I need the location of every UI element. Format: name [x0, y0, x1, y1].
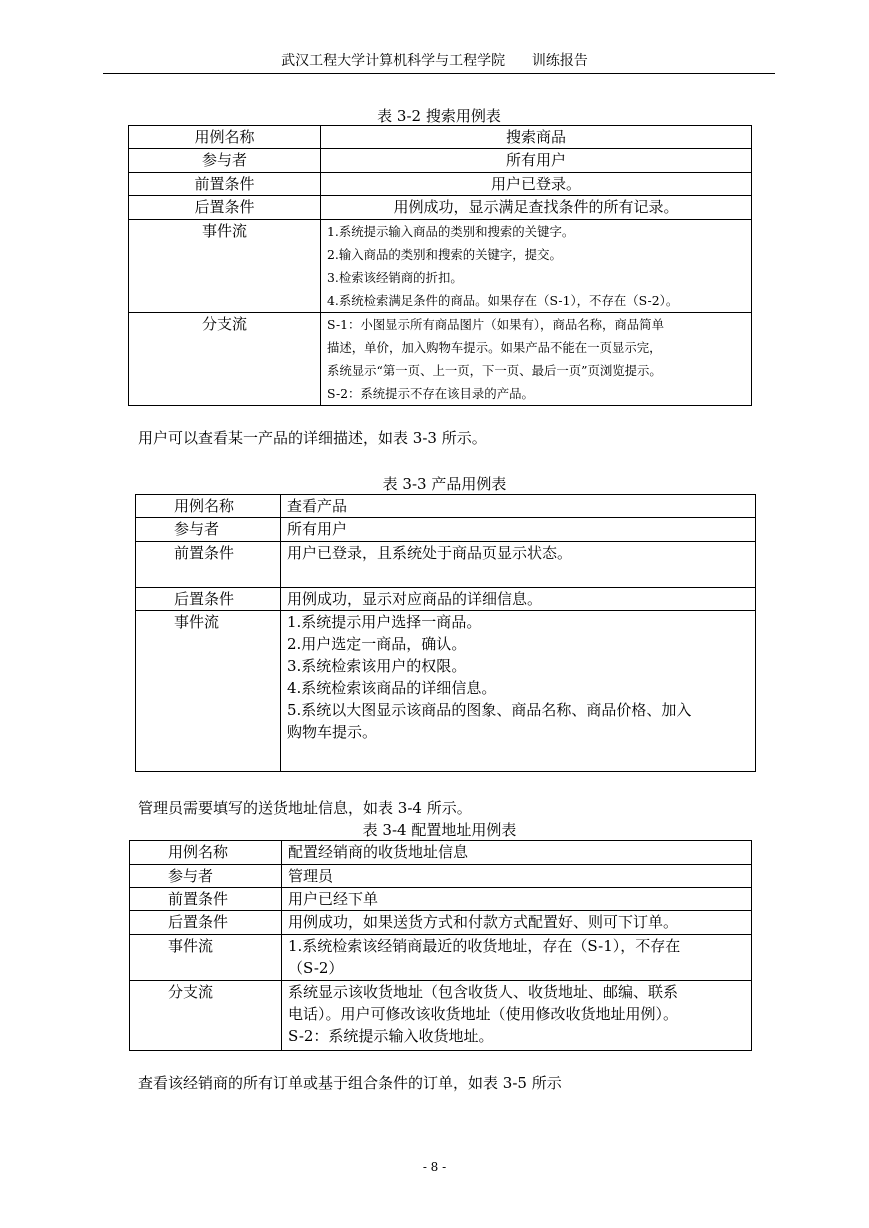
row-label: 后置条件	[129, 196, 321, 220]
row-value: 用例成功，显示满足查找条件的所有记录。	[321, 196, 752, 220]
row-label: 分支流	[130, 981, 282, 1051]
row-value: 管理员	[282, 865, 752, 888]
paragraph: 管理员需要填写的送货地址信息，如表 3-4 所示。	[138, 799, 472, 817]
table-row	[130, 865, 752, 888]
row-label: 事件流	[130, 935, 282, 981]
event-step: 2.输入商品的类别和搜索的关键字，提交。	[327, 247, 562, 262]
branch-line: 描述，单价，加入购物车提示。如果产品不能在一页显示完，	[327, 340, 662, 355]
table-row	[136, 495, 756, 518]
table-3-4-address-use-case	[129, 840, 752, 1051]
row-label: 后置条件	[130, 911, 282, 935]
table-row	[129, 149, 752, 173]
row-label: 后置条件	[136, 588, 281, 611]
event-step: 3.系统检索该用户的权限。	[287, 657, 467, 675]
branch-line: S-2：系统提示输入收货地址。	[288, 1027, 494, 1045]
header-rule	[103, 73, 775, 74]
branch-line: 系统显示“第一页、上一页，下一页、最后一页”页浏览提示。	[327, 363, 662, 378]
row-value: 用户已登录，且系统处于商品页显示状态。	[281, 542, 756, 588]
table-3-4-caption: 表 3-4 配置地址用例表	[362, 821, 517, 839]
row-label: 用例名称	[129, 126, 321, 149]
table-3-3-caption: 表 3-3 产品用例表	[382, 475, 507, 493]
row-label: 事件流	[129, 220, 321, 313]
branch-line: S-2：系统提示不存在该目录的产品。	[327, 386, 534, 401]
event-step: 1.系统提示用户选择一商品。	[287, 613, 482, 631]
row-value	[321, 313, 752, 406]
table-row	[136, 611, 756, 772]
row-value: 查看产品	[281, 495, 756, 518]
row-label: 事件流	[136, 611, 281, 772]
table-row	[136, 588, 756, 611]
paragraph: 用户可以查看某一产品的详细描述，如表 3-3 所示。	[138, 429, 487, 447]
table-row	[129, 313, 752, 406]
row-value: 用户已登录。	[321, 173, 752, 196]
event-step: 1.系统提示输入商品的类别和搜索的关键字。	[327, 224, 575, 239]
table-row	[129, 220, 752, 313]
row-value: 所有用户	[321, 149, 752, 173]
row-label: 参与者	[129, 149, 321, 173]
event-step: 5.系统以大图显示该商品的图象、商品名称、商品价格、加入	[287, 701, 692, 719]
row-label: 参与者	[130, 865, 282, 888]
table-row	[130, 935, 752, 981]
row-value: 用例成功，如果送货方式和付款方式配置好、则可下订单。	[282, 911, 752, 935]
table-row	[130, 888, 752, 911]
table-3-3-product-use-case	[135, 494, 756, 772]
event-step: 1.系统检索该经销商最近的收货地址，存在（S-1），不存在	[288, 937, 681, 955]
event-step: 2.用户选定一商品，确认。	[287, 635, 467, 653]
branch-line: 电话）。用户可修改该收货地址（使用修改收货地址用例）。	[288, 1005, 679, 1023]
row-value	[281, 611, 756, 772]
row-label: 分支流	[129, 313, 321, 406]
row-label: 用例名称	[136, 495, 281, 518]
table-row	[129, 196, 752, 220]
row-value: 用例成功，显示对应商品的详细信息。	[281, 588, 756, 611]
table-row	[136, 542, 756, 588]
branch-line: S-1：小图显示所有商品图片（如果有），商品名称，商品简单	[327, 317, 664, 332]
branch-line: 系统显示该收货地址（包含收货人、收货地址、邮编、联系	[288, 983, 679, 1001]
row-label: 用例名称	[130, 841, 282, 865]
table-row	[130, 911, 752, 935]
event-step: 4.系统检索满足条件的商品。如果存在（S-1），不存在（S-2）。	[327, 293, 679, 308]
row-label: 前置条件	[129, 173, 321, 196]
event-step: 购物车提示。	[287, 723, 378, 741]
row-label: 参与者	[136, 518, 281, 542]
row-value: 用户已经下单	[282, 888, 752, 911]
table-row	[130, 981, 752, 1051]
table-3-2-search-use-case	[128, 125, 752, 406]
table-row	[130, 841, 752, 865]
page-number: - 8 -	[422, 1160, 447, 1174]
paragraph: 查看该经销商的所有订单或基于组合条件的订单，如表 3-5 所示	[138, 1074, 562, 1092]
table-3-2-caption: 表 3-2 搜索用例表	[377, 107, 501, 125]
event-step: 3.检索该经销商的折扣。	[327, 270, 463, 285]
event-step: （S-2）	[288, 959, 344, 977]
page-header: 武汉工程大学计算机科学与工程学院 训练报告	[281, 53, 588, 69]
table-row	[136, 518, 756, 542]
row-value: 配置经销商的收货地址信息	[282, 841, 752, 865]
row-value: 搜索商品	[321, 126, 752, 149]
event-step: 4.系统检索该商品的详细信息。	[287, 679, 497, 697]
row-value	[282, 981, 752, 1051]
row-value: 所有用户	[281, 518, 756, 542]
table-row	[129, 126, 752, 149]
row-label: 前置条件	[136, 542, 281, 588]
row-value	[321, 220, 752, 313]
table-row	[129, 173, 752, 196]
row-label: 前置条件	[130, 888, 282, 911]
row-value	[282, 935, 752, 981]
